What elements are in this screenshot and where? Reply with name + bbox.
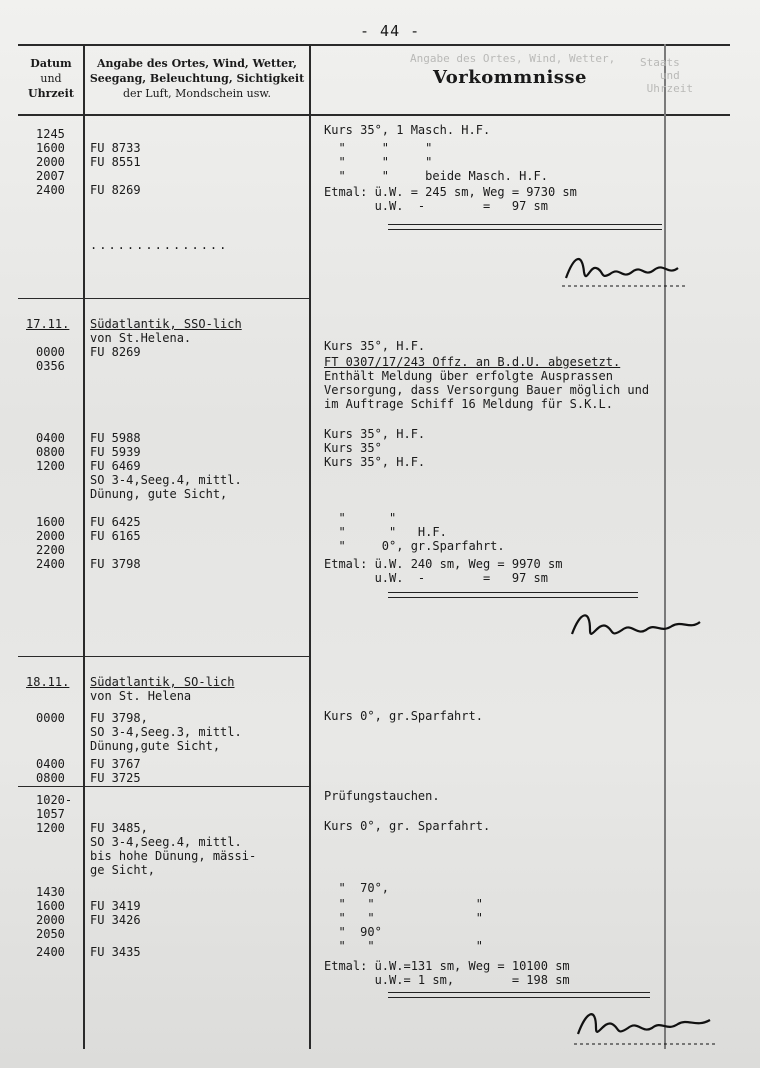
- column-divider-2: [309, 44, 311, 1049]
- log-place-text: SO 3-4,Seeg.4, mittl.: [90, 835, 242, 849]
- dotted-line: ...............: [90, 238, 229, 252]
- log-time: 1020-: [36, 793, 73, 807]
- log-time: 2000: [36, 529, 65, 543]
- signature-3: [570, 1000, 720, 1056]
- log-place-text: Dünung,gute Sicht,: [90, 739, 221, 753]
- log-time: 2007: [36, 169, 65, 183]
- log-place-text: Südatlantik, SSO-lich: [90, 317, 242, 331]
- section-rule-3: [18, 786, 309, 787]
- log-event-text: " ": [324, 511, 426, 525]
- section-rule-1: [18, 298, 309, 299]
- log-event-text: Versorgung, dass Versorgung Bauer möglich und: [324, 383, 650, 397]
- log-place-text: von St.Helena.: [90, 331, 192, 345]
- log-event-text: Etmal: ü.W.=131 sm, Weg = 10100 sm: [324, 959, 570, 973]
- section-rule-2: [18, 656, 309, 657]
- log-event-text: Etmal: ü.W. 240 sm, Weg = 9970 sm: [324, 557, 563, 571]
- log-event-text: Kurs 0°, gr.Sparfahrt.: [324, 709, 483, 723]
- log-place-text: von St. Helena: [90, 689, 192, 703]
- log-event-text: " " ": [324, 141, 433, 155]
- log-date: 18.11.: [26, 675, 70, 689]
- log-place-text: FU 5988: [90, 431, 141, 445]
- log-place-text: FU 3767: [90, 757, 141, 771]
- log-event-text: Kurs 0°, gr. Sparfahrt.: [324, 819, 491, 833]
- log-time: 0000: [36, 345, 65, 359]
- log-event-text: u.W. - = 97 sm: [324, 571, 548, 585]
- log-event-text: Kurs 35°, 1 Masch. H.F.: [324, 123, 491, 137]
- log-time: 2000: [36, 155, 65, 169]
- log-event-text: u.W. - = 97 sm: [324, 199, 548, 213]
- header-vorkommnisse: Vorkommnisse: [432, 67, 588, 88]
- log-place-text: FU 8733: [90, 141, 141, 155]
- log-event-text: Enthält Meldung über erfolgte Ausprassen: [324, 369, 613, 383]
- log-time: 1200: [36, 821, 65, 835]
- log-time: 1600: [36, 141, 65, 155]
- log-place-text: FU 6425: [90, 515, 141, 529]
- log-time: 0000: [36, 711, 65, 725]
- header-bottom-rule: [18, 114, 730, 116]
- log-time: 0356: [36, 359, 65, 373]
- log-time: 0400: [36, 431, 65, 445]
- column-divider-1: [83, 44, 85, 1049]
- log-time: 0400: [36, 757, 65, 771]
- log-time: 2000: [36, 913, 65, 927]
- log-place-text: FU 3798: [90, 557, 141, 571]
- log-place-text: FU 8269: [90, 183, 141, 197]
- log-place-text: FU 3426: [90, 913, 141, 927]
- log-place-text: Südatlantik, SO-lich: [90, 675, 235, 689]
- log-place-text: FU 6165: [90, 529, 141, 543]
- log-time: 1245: [36, 127, 65, 141]
- log-event-text: " " ": [324, 939, 483, 953]
- header-ort: Angabe des Ortes, Wind, Wetter, Seegang, Beleuchtung, Sichtigkeit der Luft, Mondschein usw.: [89, 57, 305, 100]
- log-event-text: Kurs 35°: [324, 441, 382, 455]
- log-event-text: u.W.= 1 sm, = 198 sm: [324, 973, 570, 987]
- log-event-text: " " ": [324, 897, 483, 911]
- log-place-text: SO 3-4,Seeg.3, mittl.: [90, 725, 242, 739]
- log-event-text: Kurs 35°, H.F.: [324, 427, 426, 441]
- log-place-text: Dünung, gute Sicht,: [90, 487, 228, 501]
- log-place-text: FU 3725: [90, 771, 141, 785]
- log-place-text: ge Sicht,: [90, 863, 156, 877]
- log-time: 1430: [36, 885, 65, 899]
- log-place-text: FU 6469: [90, 459, 141, 473]
- log-time: 1200: [36, 459, 65, 473]
- log-time: 1600: [36, 515, 65, 529]
- logbook-page: - 44 - Datum und Uhrzeit Angabe des Ortes, Wind, Wetter, Seegang, Beleuchtung, Sichtigkeit der Luft, Mondschein usw. Vorkommnisse Staats und Uhrzeit Angabe des Ortes, Wind, Wetter, 1245 1600 FU 8733 2000 FU 8551 2007 2400 FU 8269 17.11. Südatlantik, SSO-lich von St.Helena. 0000 FU 8269 0356 0400 FU 5988 0800 FU 5939 1200 FU 6469 SO 3-4,Seeg.4, mittl. Dünung, gute Sicht, 1600 FU 6425 2000 FU 6165 2200 2400 FU 3798 18.11. Südatlantik, SO-lich von St. Helena 0000 FU 3798, SO 3-4,Seeg.3, mittl. Dünung,gute Sicht, 0400 FU 3767 0800 FU 3725 1020- 1057 1200 FU 3485, SO 3-4,Seeg.4, mittl. bis hohe Dünung, mässi- ge Sicht, 1430 1600 FU 3419 2000 FU 3426 2050 2400 FU 3435 Kurs 35°, 1 Masch. H.F. " " " " " " " " beide Masch. H.F. Etmal: ü.W. = 245 sm, Weg = 9730 sm u.W. - = 97 sm Kurs 35°, H.F. FT 0307/17/243 Offz. an B.d.U. abgesetzt. Enthält Meldung über erfolgte Ausprassen Versorgung, dass Versorgung Bauer möglich und im Auftrage Schiff 16 Meldung für S.K.L. Kurs 35°, H.F. Kurs 35° Kurs 35°, H.F. " " " " H.F. " 0°, gr.Sparfahrt. Etmal: ü.W. 240 sm, Weg = 9970 sm u.W. - = 97 sm Kurs 0°, gr.Sparfahrt. Prüfungstauchen. Kurs 0°, gr. Sparfahrt. " 70°, " " " " " " " 90° " " " Etmal: ü.W.=131 sm, Weg = 10100 sm u.W.= 1 sm, = 198 sm ...............: [0, 0, 760, 1068]
- log-place-text: bis hohe Dünung, mässi-: [90, 849, 257, 863]
- log-event-text: " " H.F.: [324, 525, 447, 539]
- etmal-underline-2: [388, 592, 638, 598]
- etmal-underline-3: [388, 992, 650, 998]
- log-time: 1057: [36, 807, 65, 821]
- log-time: 2050: [36, 927, 65, 941]
- etmal-underline-1: [388, 224, 662, 230]
- log-time: 2200: [36, 543, 65, 557]
- log-event-text: " 70°,: [324, 881, 390, 895]
- log-event-text: " 90°: [324, 925, 382, 939]
- log-event-text: FT 0307/17/243 Offz. an B.d.U. abgesetzt.: [324, 355, 621, 369]
- log-event-text: " " ": [324, 155, 433, 169]
- header-datum: Datum und Uhrzeit: [28, 57, 74, 100]
- log-event-text: " " ": [324, 911, 483, 925]
- log-place-text: FU 3485,: [90, 821, 148, 835]
- signature-2: [566, 604, 706, 650]
- log-event-text: im Auftrage Schiff 16 Meldung für S.K.L.: [324, 397, 613, 411]
- log-time: 2400: [36, 557, 65, 571]
- column-divider-3: [664, 44, 666, 1049]
- log-event-text: Prüfungstauchen.: [324, 789, 440, 803]
- log-place-text: FU 8269: [90, 345, 141, 359]
- log-time: 2400: [36, 183, 65, 197]
- log-place-text: FU 8551: [90, 155, 141, 169]
- log-time: 1600: [36, 899, 65, 913]
- log-date: 17.11.: [26, 317, 70, 331]
- log-place-text: SO 3-4,Seeg.4, mittl.: [90, 473, 242, 487]
- log-event-text: Kurs 35°, H.F.: [324, 455, 426, 469]
- log-time: 0800: [36, 445, 65, 459]
- log-place-text: FU 3419: [90, 899, 141, 913]
- log-event-text: " 0°, gr.Sparfahrt.: [324, 539, 505, 553]
- table-top-rule: [18, 44, 730, 46]
- log-time: 0800: [36, 771, 65, 785]
- page-number: - 44 -: [360, 22, 421, 40]
- log-event-text: Etmal: ü.W. = 245 sm, Weg = 9730 sm: [324, 185, 577, 199]
- log-event-text: Kurs 35°, H.F.: [324, 339, 426, 353]
- log-place-text: FU 5939: [90, 445, 141, 459]
- log-event-text: " " beide Masch. H.F.: [324, 169, 548, 183]
- log-place-text: FU 3435: [90, 945, 141, 959]
- log-place-text: FU 3798,: [90, 711, 148, 725]
- signature-1: [560, 246, 690, 296]
- log-time: 2400: [36, 945, 65, 959]
